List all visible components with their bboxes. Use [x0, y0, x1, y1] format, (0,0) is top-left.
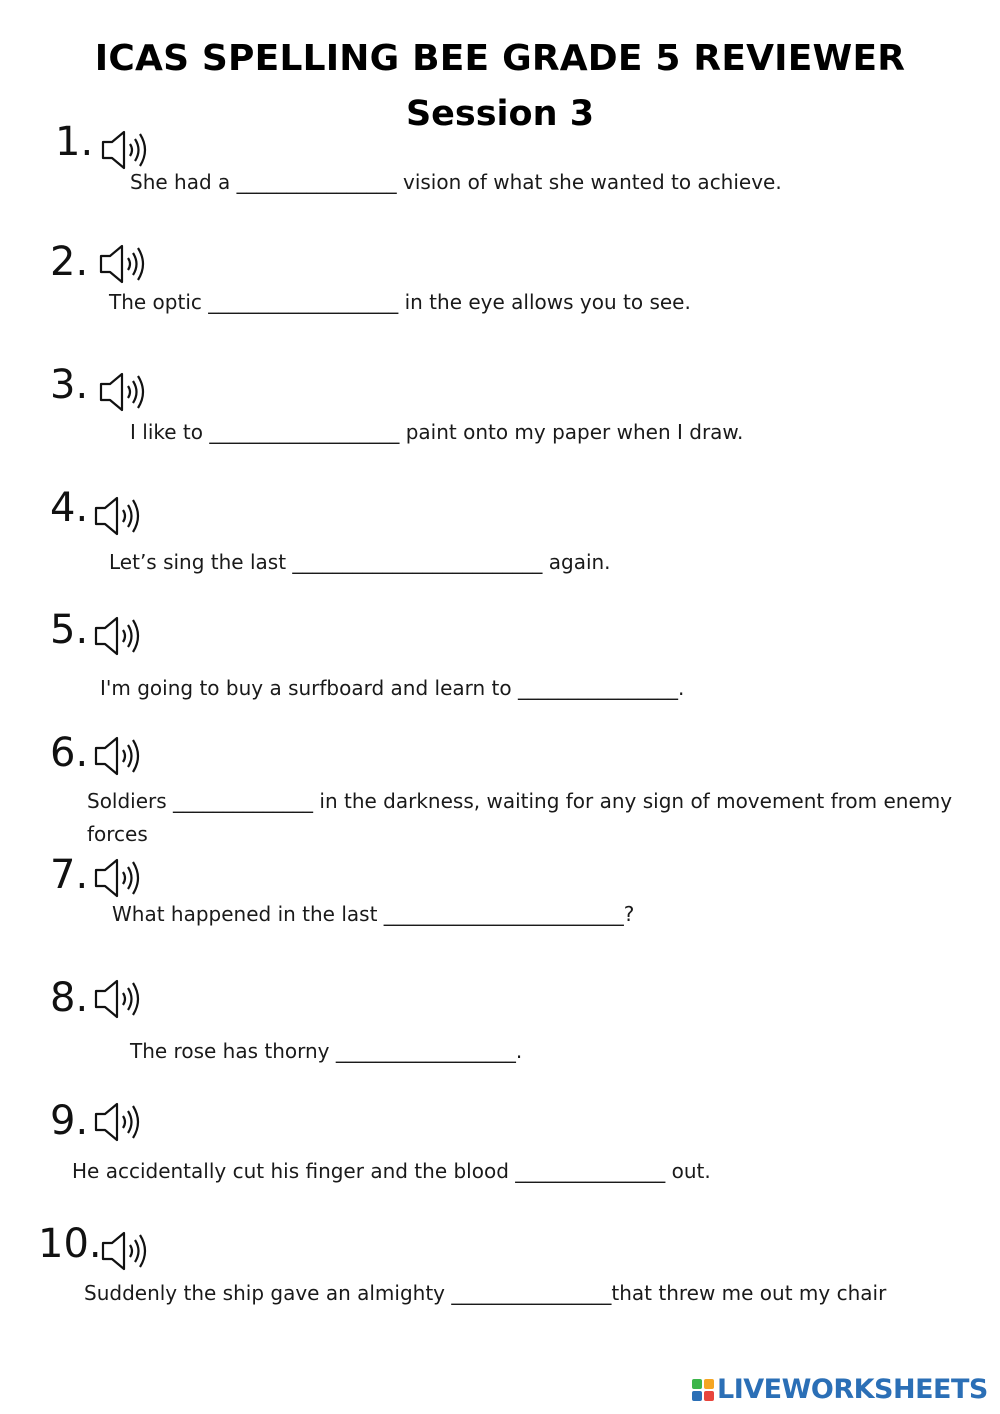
question-sentence: She had a ________________ vision of what she wanted to achieve. [130, 170, 782, 194]
speaker-icon[interactable] [93, 856, 145, 900]
question-sentence: Suddenly the ship gave an almighty ________________that threw me out my chair [84, 1281, 887, 1305]
question-number: 4. [50, 485, 89, 531]
speaker-icon[interactable] [100, 1229, 152, 1273]
page-title: ICAS SPELLING BEE GRADE 5 REVIEWER [94, 38, 906, 79]
question-number: 1. [55, 119, 94, 165]
speaker-icon[interactable] [93, 1100, 145, 1144]
speaker-icon[interactable] [93, 734, 145, 778]
question-number: 3. [50, 362, 89, 408]
question-sentence: He accidentally cut his finger and the blood _______________ out. [72, 1159, 711, 1183]
question-sentence: What happened in the last ________________________? [112, 902, 635, 926]
question-number: 6. [50, 730, 89, 776]
question-sentence: The optic ___________________ in the eye allows you to see. [109, 290, 691, 314]
question-number: 8. [50, 975, 89, 1021]
question-sentence: The rose has thorny __________________. [130, 1039, 523, 1063]
logo-square [704, 1379, 714, 1389]
question-number: 10. [38, 1221, 102, 1267]
speaker-icon[interactable] [98, 370, 150, 414]
page-subtitle: Session 3 [405, 94, 595, 134]
liveworksheets-logo[interactable] [692, 1374, 988, 1405]
question-sentence: Soldiers ______________ in the darkness, waiting for any sign of movement from enemy forces [87, 789, 953, 846]
logo-square [692, 1391, 702, 1401]
liveworksheets-logo-icon [692, 1379, 714, 1401]
logo-text: LIVEWORKSHEETS [717, 1374, 988, 1405]
question-sentence: I like to ___________________ paint onto my paper when I draw. [130, 420, 744, 444]
question-number: 5. [50, 607, 89, 653]
question-number: 7. [50, 852, 89, 898]
logo-square [692, 1379, 702, 1389]
question-sentence: Let’s sing the last _________________________ again. [109, 550, 611, 574]
question-number: 9. [50, 1098, 89, 1144]
speaker-icon[interactable] [93, 614, 145, 658]
speaker-icon[interactable] [98, 242, 150, 286]
question-number: 2. [50, 239, 89, 285]
question-sentence: I'm going to buy a surfboard and learn to ________________. [100, 676, 685, 700]
speaker-icon[interactable] [93, 494, 145, 538]
logo-square [704, 1391, 714, 1401]
speaker-icon[interactable] [93, 977, 145, 1021]
